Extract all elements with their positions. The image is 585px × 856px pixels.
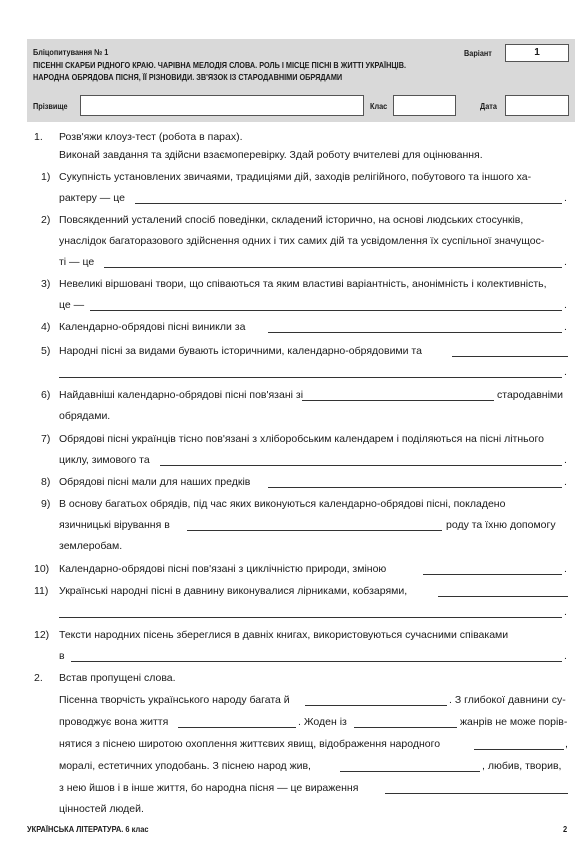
- item-number: 12): [34, 629, 50, 641]
- task1-number: 1.: [34, 131, 43, 143]
- date-label: Дата: [480, 101, 497, 111]
- answer-line[interactable]: [71, 661, 562, 662]
- task2-number: 2.: [34, 672, 43, 684]
- answer-line[interactable]: [302, 400, 494, 401]
- answer-line[interactable]: [452, 356, 568, 357]
- item-number: 6): [41, 389, 51, 401]
- item-text: Тексти народних пісень збереглися в давніх книгах, використовуються сучасними співаками: [59, 629, 509, 641]
- footer-subject: УКРАЇНСЬКА ЛІТЕРАТУРА. 6 клас: [27, 824, 149, 834]
- task1-instruction: Виконай завдання та здійсни взаємоперевірку. Здай роботу вчителеві для оцінювання.: [59, 149, 483, 161]
- item-text: роду та їхню допомогу: [446, 519, 556, 531]
- item-number: 3): [41, 278, 51, 290]
- class-field[interactable]: [393, 95, 456, 116]
- answer-line[interactable]: [268, 487, 562, 488]
- item-text: землеробам.: [59, 540, 123, 552]
- test-header: [27, 39, 575, 122]
- item-text: язичницькі вірування в: [59, 519, 170, 531]
- item-text: Обрядові пісні мали для наших предків: [59, 476, 251, 488]
- item-text: Повсякденний усталений спосіб поведінки, складений історично, на основі людських стосунків,: [59, 214, 524, 226]
- period: .: [564, 476, 567, 488]
- passage-text: нятися з піснею широтою охоплення життєвих явищ, відображення народного: [59, 738, 441, 750]
- answer-line[interactable]: [340, 771, 480, 772]
- passage-text: цінностей людей.: [59, 803, 144, 815]
- item-text: циклу, зимового та: [59, 454, 150, 466]
- answer-line[interactable]: [438, 596, 568, 597]
- item-text: Невеликі віршовані твори, що співаються та яким властиві варіантність, анонімність і колективність,: [59, 278, 547, 290]
- item-text: це —: [59, 299, 85, 311]
- answer-line[interactable]: [423, 574, 562, 575]
- item-text: ті — це: [59, 256, 95, 268]
- passage-text: , любив, творив,: [482, 760, 562, 772]
- answer-line[interactable]: [474, 749, 564, 750]
- variant-label: Варіант: [464, 48, 492, 58]
- variant-box: 1: [505, 44, 569, 62]
- item-text: рактеру — це: [59, 192, 125, 204]
- item-text: Українські народні пісні в давнину виконувалися лірниками, кобзарями,: [59, 585, 408, 597]
- answer-line[interactable]: [178, 727, 296, 728]
- passage-text: Пісенна творчість українського народу багата й: [59, 694, 290, 706]
- period: .: [564, 650, 567, 662]
- answer-line[interactable]: [160, 465, 562, 466]
- test-title-line: НАРОДНА ОБРЯДОВА ПІСНЯ, ЇЇ РІЗНОВИДИ. ЗВ'ЯЗОК ІЗ СТАРОДАВНІМИ ОБРЯДАМИ: [33, 72, 343, 82]
- period: .: [564, 192, 567, 204]
- item-number: 9): [41, 498, 51, 510]
- passage-text: проводжує вона життя: [59, 716, 169, 728]
- item-text: унаслідок багаторазового здійснення одних і тих самих дій та усвідомлення їх суспільної значущос-: [59, 235, 545, 247]
- task2-title: Встав пропущені слова.: [59, 672, 176, 684]
- item-number: 2): [41, 214, 51, 226]
- item-text: Народні пісні за видами бувають історичними, календарно-обрядовими та: [59, 345, 422, 357]
- test-title-line: Бліцопитування № 1: [33, 47, 109, 57]
- item-number: 8): [41, 476, 51, 488]
- surname-label: Прізвище: [33, 101, 68, 111]
- item-number: 10): [34, 563, 50, 575]
- surname-field[interactable]: [80, 95, 364, 116]
- answer-line[interactable]: [385, 793, 568, 794]
- item-number: 5): [41, 345, 51, 357]
- item-text: в: [59, 650, 65, 662]
- item-number: 4): [41, 321, 51, 333]
- item-text: Обрядові пісні українців тісно пов'язані з хліборобським календарем і поділяються на пісні літнього: [59, 433, 544, 445]
- answer-line[interactable]: [354, 727, 457, 728]
- passage-text: з нею йшов і в інше життя, бо народна пісня — це вираження: [59, 782, 359, 794]
- item-text: обрядами.: [59, 410, 111, 422]
- answer-line[interactable]: [187, 530, 442, 531]
- answer-line[interactable]: [90, 310, 562, 311]
- page-number: 2: [563, 824, 568, 834]
- answer-line[interactable]: [135, 203, 562, 204]
- passage-text: жанрів не може порів-: [460, 716, 568, 728]
- item-text: Календарно-обрядові пісні пов'язані з циклічністю природи, зміною: [59, 563, 387, 575]
- period: .: [564, 256, 567, 268]
- item-number: 7): [41, 433, 51, 445]
- item-text: Календарно-обрядові пісні виникли за: [59, 321, 246, 333]
- period: .: [564, 321, 567, 333]
- passage-text: . Жоден із: [298, 716, 347, 728]
- item-number: 11): [34, 585, 49, 597]
- test-title-line: ПІСЕННІ СКАРБИ РІДНОГО КРАЮ. ЧАРІВНА МЕЛОДІЯ СЛОВА. РОЛЬ І МІСЦЕ ПІСНІ В ЖИТТІ УКРАЇНЦІВ.: [33, 59, 407, 70]
- answer-line[interactable]: [59, 617, 562, 618]
- answer-line[interactable]: [104, 267, 562, 268]
- item-text: Сукупність установлених звичаями, традиціями дій, заходів релігійного, побутового та іншого ха-: [59, 171, 532, 183]
- passage-text: моралі, естетичних уподобань. З піснею народ жив,: [59, 760, 311, 772]
- item-text: Найдавніші календарно-обрядові пісні пов'язані зі: [59, 389, 304, 401]
- test-title: [33, 46, 407, 84]
- answer-line[interactable]: [305, 705, 447, 706]
- period: .: [564, 454, 567, 466]
- answer-line[interactable]: [59, 377, 562, 378]
- passage-text: ,: [565, 738, 568, 750]
- passage-text: . З глибокої давнини су-: [449, 694, 566, 706]
- answer-line[interactable]: [268, 332, 562, 333]
- class-label: Клас: [370, 101, 388, 111]
- date-field[interactable]: [505, 95, 569, 116]
- item-number: 1): [41, 171, 51, 183]
- period: .: [564, 366, 567, 378]
- period: .: [564, 299, 567, 311]
- period: .: [564, 606, 567, 618]
- task1-title: Розв'яжи клоуз-тест (робота в парах).: [59, 131, 243, 143]
- item-text: В основу багатьох обрядів, під час яких виконуються календарно-обрядові пісні, покладено: [59, 498, 506, 510]
- period: .: [564, 563, 567, 575]
- item-text: стародавніми: [497, 389, 563, 401]
